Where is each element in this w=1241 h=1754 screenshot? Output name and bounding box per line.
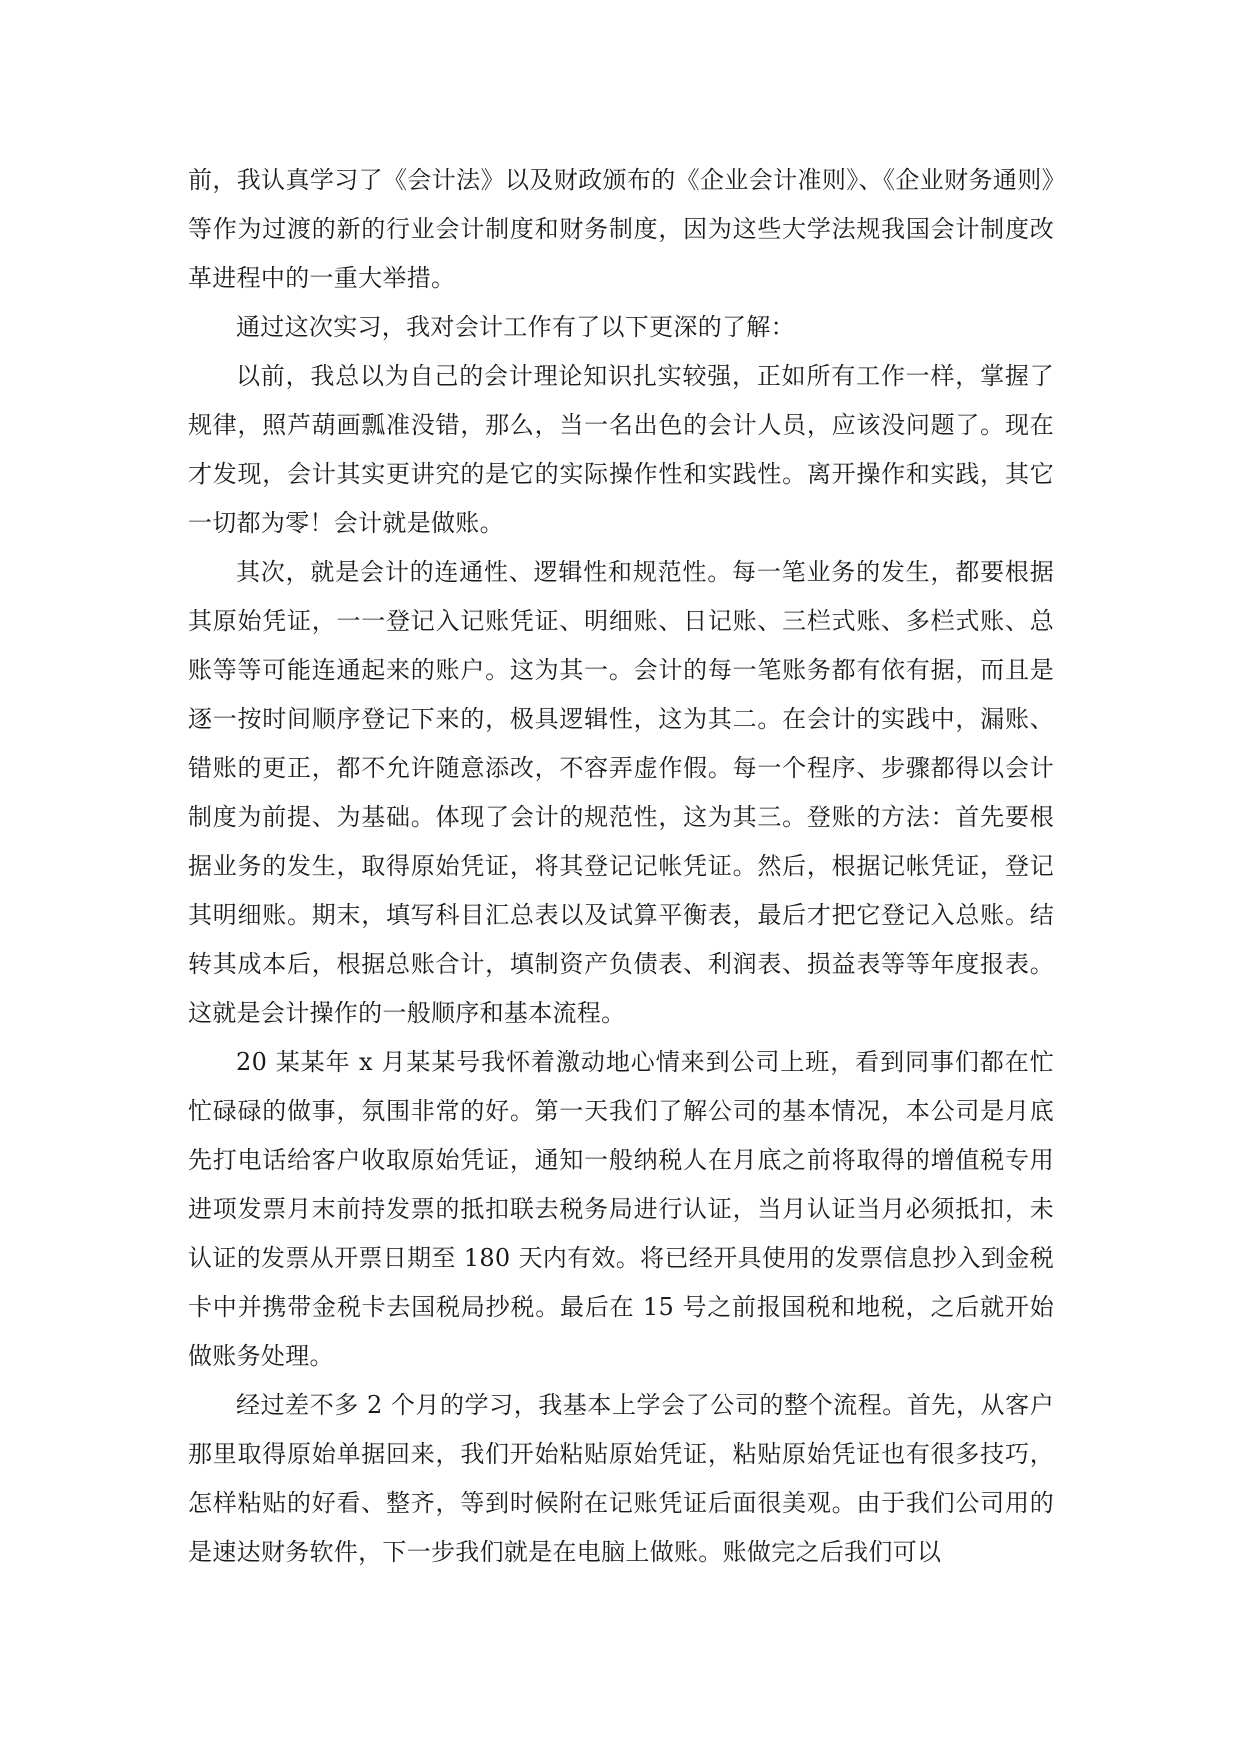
paragraph: 经过差不多 2 个月的学习，我基本上学会了公司的整个流程。首先，从客户那里取得原始单据回来，我们开始粘贴原始凭证，粘贴原始凭证也有很多技巧，怎样粘贴的好看、整齐，等到时候附在记账凭证后面很美观。由于我们公司用的是速达财务软件，下一步我们就是在电脑上做账。账做完之后我们可以 <box>188 1391 1054 1566</box>
paragraph: 通过这次实习，我对会计工作有了以下更深的了解： <box>236 313 795 341</box>
paragraph: 其次，就是会计的连通性、逻辑性和规范性。每一笔业务的发生，都要根据其原始凭证，一一登记入记账凭证、明细账、日记账、三栏式账、多栏式账、总账等等可能连通起来的账户。这为其一。会计的每一笔账务都有依有据，而且是逐一按时间顺序登记下来的，极具逻辑性，这为其二。在会计的实践中，漏账、错账的更正，都不允许随意添改，不容弄虚作假。每一个程序、步骤都得以会计制度为前提、为基础。体现了会计的规范性，这为其三。登账的方法：首先要根据业务的发生，取得原始凭证，将其登记记帐凭证。然后，根据记帐凭证，登记其明细账。期末，填写科目汇总表以及试算平衡表，最后才把它登记入总账。结转其成本后，根据总账合计，填制资产负债表、利润表、损益表等等年度报表。这就是会计操作的一般顺序和基本流程。 <box>188 558 1054 1027</box>
paragraph: 以前，我总以为自己的会计理论知识扎实较强，正如所有工作一样，掌握了规律，照芦葫画瓢准没错，那么，当一名出色的会计人员，应该没问题了。现在才发现，会计其实更讲究的是它的实际操作性和实践性。离开操作和实践，其它一切都为零！会计就是做账。 <box>188 362 1054 537</box>
paragraph: 前，我认真学习了《会计法》以及财政颁布的《企业会计准则》、《企业财务通则》等作为过渡的新的行业会计制度和财务制度，因为这些大学法规我国会计制度改革进程中的一重大举措。 <box>188 166 1054 292</box>
paragraph: 20 某某年 x 月某某号我怀着激动地心情来到公司上班，看到同事们都在忙忙碌碌的做事，氛围非常的好。第一天我们了解公司的基本情况，本公司是月底先打电话给客户收取原始凭证，通知一般纳税人在月底之前将取得的增值税专用进项发票月末前持发票的抵扣联去税务局进行认证，当月认证当月必须抵扣，未认证的发票从开票日期至 180 天内有效。将已经开具使用的发票信息抄入到金税卡中并携带金税卡去国税局抄税。最后在 15 号之前报国税和地税，之后就开始做账务处理。 <box>188 1048 1054 1370</box>
document-body <box>188 156 1054 1577</box>
